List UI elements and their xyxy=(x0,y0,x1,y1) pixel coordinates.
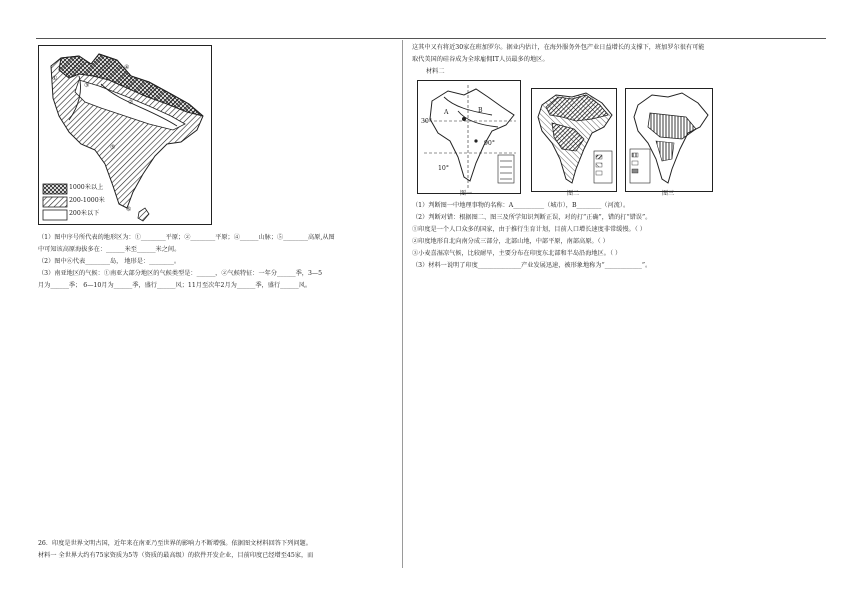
left-q-line-5: 月为______季； 6—10月为______季，盛行______风；11月至次年2月为______季，盛行______风。 xyxy=(38,282,312,289)
figure-3-caption: 图三 xyxy=(661,190,674,197)
right-q-line-2: （2）判断对错：根据图二、图三及所学知识判断正误，对的打“正确”，错的打“错误”。 xyxy=(412,214,652,221)
left-q-line-4: （3）南亚地区的气候：①南亚大部分地区的气候类型是：______，②气候特征：一年分______季，3—5 xyxy=(38,270,323,277)
right-intro-line-1: 这其中又有将近30家在班加罗尔。据业内估计，在海外服务外包产业日益增长的支撑下，班加罗尔很有可能 xyxy=(412,44,705,51)
q26-line-1: 26．印度是世界文明古国，近年来在南亚乃至世界的影响力不断增强。依据图文材料回答下列问题。 xyxy=(38,540,312,547)
right-q-line-1: （1）判断图一中地理事物的名称：A__________（城市），B________（河流）。 xyxy=(412,202,630,209)
right-intro-line-2: 取代美国的硅谷成为全球雇佣IT人员最多的地区。 xyxy=(412,56,549,63)
left-q-line-2: 中可知该高原海拔多在：______米至______米之间。 xyxy=(38,246,181,253)
fig1-label-ten: 10° xyxy=(438,165,449,172)
map-label-5: ⑤ xyxy=(110,144,116,151)
map-label-4: ④ xyxy=(124,64,130,71)
map-label-6: ⑥ xyxy=(126,206,132,213)
column-divider xyxy=(402,40,403,568)
figure-1-map xyxy=(417,80,521,194)
material-2-label: 材料二 xyxy=(426,68,445,75)
figure-3-map xyxy=(625,88,713,192)
legend-label-mid: 200-1000米 xyxy=(69,197,105,204)
figure-2-map xyxy=(531,88,617,192)
map-label-1: ① xyxy=(52,75,58,82)
right-q-line-5: ③小麦喜湿凉气候，比较耐旱，主要分布在印度东北部和半岛沿海地区。（ ） xyxy=(412,250,622,257)
fig1-label-a: A xyxy=(444,109,449,116)
right-q-line-6: （3）材料一说明了印度______________产业发展迅速，被形象地称为“____________”。 xyxy=(412,262,652,269)
legend-label-low: 200米以下 xyxy=(69,210,100,217)
figure-1-caption: 图一 xyxy=(459,190,472,197)
fig1-label-lon: 90° xyxy=(484,140,495,147)
fig1-label-b: B xyxy=(478,107,483,114)
legend-label-high: 1000米以上 xyxy=(69,184,104,191)
fig1-label-lat: 30° xyxy=(421,118,432,125)
q26-line-2: 材料一 全世界大约有75家资质为5等（资质的最高级）的软件开发企业，目前印度已经增至45家，而 xyxy=(38,552,314,559)
right-q-line-4: ②印度地形自北向南分成三部分，北部山地，中部平原，南部高原。（ ） xyxy=(412,238,609,245)
right-q-line-3: ①印度是一个人口众多的国家，由于推行生育计划，目前人口增长速度非常缓慢。（ ） xyxy=(412,226,646,233)
left-q-line-1: （1）图中序号所代表的地形区为：①________平原；②________平原；④______山脉；⑤________高原,从图 xyxy=(38,234,335,241)
map-label-2: ② xyxy=(128,99,134,106)
map-label-3: ③ xyxy=(84,82,90,89)
figure-2-caption: 图二 xyxy=(566,190,579,197)
top-rule xyxy=(36,38,826,39)
left-q-line-3: （2）图中⑥代表________岛， 地形是：________。 xyxy=(38,258,181,265)
